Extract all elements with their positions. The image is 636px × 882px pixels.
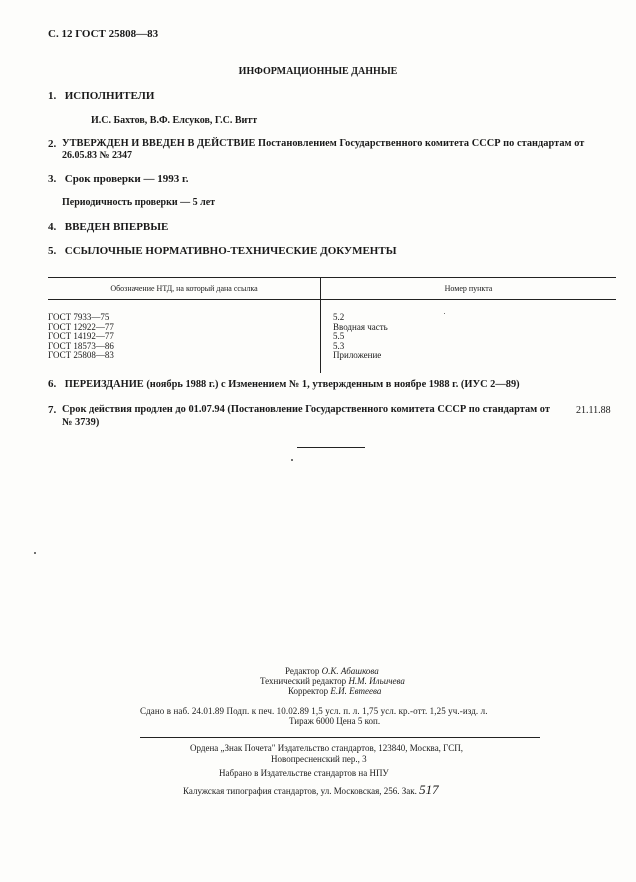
section-3 <box>48 173 188 185</box>
table-header-rule <box>48 299 616 300</box>
section-number: 3. <box>48 173 57 185</box>
document-title: ИНФОРМАЦИОННЫЕ ДАННЫЕ <box>238 66 398 77</box>
printer-line <box>183 782 439 798</box>
corrector-label: Корректор <box>288 686 329 696</box>
section-5 <box>48 245 397 257</box>
section-text-line-2: № 3739) <box>62 417 100 428</box>
section-separator <box>297 447 365 448</box>
table-cell-doc: ГОСТ 18573—86 <box>48 340 114 351</box>
table-doc-column <box>48 313 114 361</box>
editor-label: Редактор <box>285 666 320 676</box>
typeset-note: Набрано в Издательстве стандартов на НПУ <box>219 768 389 778</box>
section-text-line-1: УТВЕРЖДЕН И ВВЕДЕН В ДЕЙСТВИЕ Постановлением Государственного комитета СССР по стандартам от <box>62 138 585 149</box>
circulation: Тираж 6000 Цена 5 коп. <box>289 716 381 726</box>
tech-editor-line <box>260 676 405 686</box>
table-cell-doc: ГОСТ 25808—83 <box>48 350 114 361</box>
publisher-line-1: Ордена „Знак Почета" Издательство стандартов, 123840, Москва, ГСП, <box>190 743 464 753</box>
section-text: ПЕРЕИЗДАНИЕ (ноябрь 1988 г.) с Изменением № 1, утвержденным в ноябре 1988 г. (ИУС 2—89) <box>64 379 520 390</box>
table-cell-doc: ГОСТ 7933—75 <box>48 312 110 322</box>
section-title: ИСПОЛНИТЕЛИ <box>64 90 155 102</box>
tech-editor-label: Технический редактор <box>260 676 347 686</box>
section-text-line-2: 26.05.83 № 2347 <box>62 150 133 161</box>
scan-speck <box>34 552 36 554</box>
section-number: 7. <box>48 404 57 416</box>
table-cell-item: Приложение <box>333 350 382 361</box>
table-header-item: Номер пункта <box>444 284 493 293</box>
scan-speck <box>291 459 293 461</box>
authors: И.С. Бахтов, В.Ф. Елсуков, Г.С. Витт <box>91 115 258 126</box>
section-number: 2. <box>48 138 57 150</box>
corrector-line <box>288 686 381 696</box>
table-cell-item: 5.3 <box>333 340 345 351</box>
section-text: ССЫЛОЧНЫЕ НОРМАТИВНО-ТЕХНИЧЕСКИЕ ДОКУМЕНТЫ <box>64 245 397 257</box>
review-period: Периодичность проверки — 5 лет <box>62 197 216 208</box>
imprint-rule <box>140 737 540 738</box>
table-header-doc: Обозначение НТД, на который дана ссылка <box>110 284 258 293</box>
print-details: Сдано в наб. 24.01.89 Подп. к печ. 10.02.89 1,5 усл. п. л. 1,75 усл. кр.-отт. 1,25 уч.-изд. л. <box>140 706 488 716</box>
section-7 <box>48 404 550 428</box>
scan-speck <box>444 313 445 314</box>
table-cell-doc: ГОСТ 12922—77 <box>48 321 114 332</box>
table-cell-doc: ГОСТ 14192—77 <box>48 331 114 342</box>
section-number: 5. <box>48 245 57 257</box>
editor-name: О.К. Абашкова <box>321 666 379 676</box>
table-cell-item: 5.5 <box>333 331 345 342</box>
tech-editor-name: Н.М. Ильичева <box>348 676 405 686</box>
section-2 <box>48 138 618 161</box>
section-number: 6. <box>48 378 57 390</box>
table-cell-item: 5.2 <box>333 312 345 322</box>
section-number: 4. <box>48 221 57 233</box>
section-6 <box>48 378 520 390</box>
section-text: ВВЕДЕН ВПЕРВЫЕ <box>64 221 169 233</box>
printer-text: Калужская типография стандартов, ул. Московская, 256. Зак. <box>183 786 417 796</box>
page-header: С. 12 ГОСТ 25808—83 <box>48 28 159 40</box>
table-item-column <box>333 313 388 361</box>
table-top-rule <box>48 277 616 278</box>
publisher-line-2: Новопресненский пер., 3 <box>271 754 367 764</box>
section-4 <box>48 221 168 233</box>
section-text: Срок проверки — 1993 г. <box>64 173 189 185</box>
section-1-heading <box>48 90 154 102</box>
order-number: 517 <box>419 782 439 797</box>
editor-line <box>285 666 379 676</box>
table-cell-item: Вводная часть <box>333 321 388 332</box>
corrector-name: Е.И. Евтеева <box>330 686 382 696</box>
decree-date: 21.11.88 <box>576 405 611 416</box>
section-number: 1. <box>48 90 57 102</box>
section-text-line-1: Срок действия продлен до 01.07.94 (Постановление Государственного комитета СССР по стандартам от <box>62 404 550 415</box>
